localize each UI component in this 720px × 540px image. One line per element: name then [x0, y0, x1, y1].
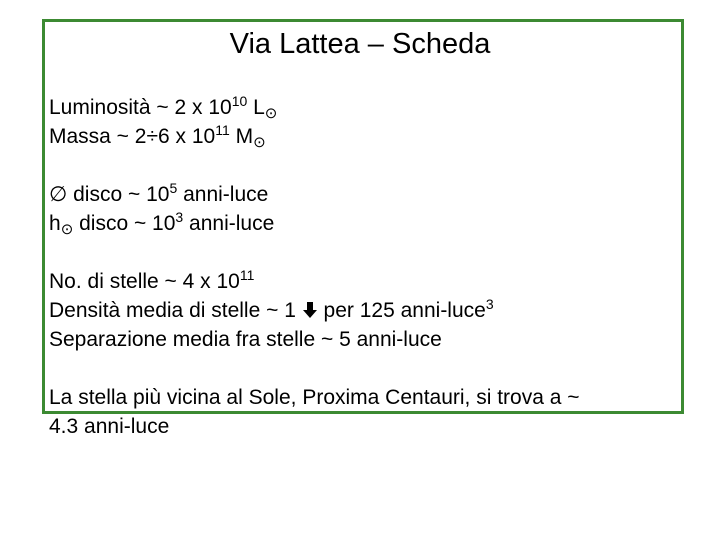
disk-height-h: h	[49, 212, 61, 235]
disk-diameter-text: ∅ disco ~ 10	[49, 183, 170, 206]
star-density-text: Densità media di stelle ~ 1	[49, 299, 302, 322]
luminosity-unit: L	[247, 96, 265, 119]
slide-title: Via Lattea – Scheda	[229, 28, 491, 60]
sun-symbol: ⊙	[253, 134, 266, 151]
disk-height-text: disco ~ 10	[73, 212, 176, 235]
nearest-star-distance-line: 4.3 anni-luce	[49, 415, 170, 438]
sun-symbol: ⊙	[60, 221, 74, 238]
mass-line	[49, 124, 266, 150]
mass-exponent: 11	[215, 122, 230, 138]
luminosity-line	[49, 95, 277, 121]
mass-text: Massa ~ 2÷6 x 10	[49, 125, 216, 148]
disk-height-exponent: 3	[175, 209, 184, 225]
star-count-exponent: 11	[239, 267, 255, 283]
star-count-line	[49, 269, 254, 295]
disk-diameter-exponent: 5	[169, 180, 178, 196]
star-separation-line: Separazione media fra stelle ~ 5 anni-luce	[49, 328, 442, 351]
down-arrow-icon	[302, 301, 318, 319]
luminosity-exponent: 10	[231, 93, 248, 109]
nearest-star-line: La stella più vicina al Sole, Proxima Centauri, si trova a ~	[49, 386, 580, 409]
disk-height-unit: anni-luce	[183, 212, 275, 235]
disk-height-line	[49, 211, 274, 237]
sun-symbol: ⊙	[264, 105, 278, 122]
star-density-exponent: 3	[485, 296, 494, 312]
luminosity-text: Luminosità ~ 2 x 10	[49, 96, 232, 119]
mass-unit: M	[229, 125, 254, 148]
star-density-line	[49, 298, 494, 324]
star-count-text: No. di stelle ~ 4 x 10	[49, 270, 240, 293]
disk-diameter-line	[49, 182, 268, 208]
star-density-unit: per 125 anni-luce	[317, 299, 486, 322]
disk-diameter-unit: anni-luce	[177, 183, 269, 206]
